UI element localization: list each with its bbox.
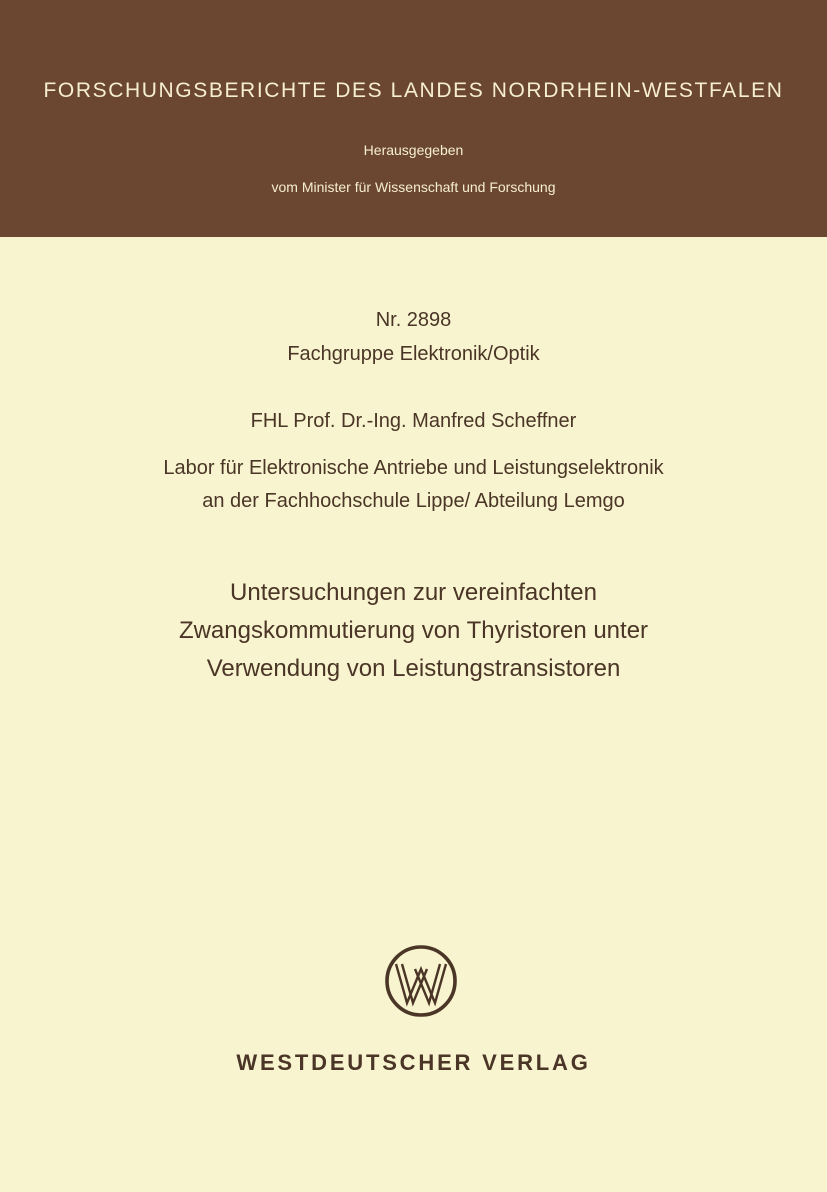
series-title: FORSCHUNGSBERICHTE DES LANDES NORDRHEIN-WESTFALEN <box>43 79 784 102</box>
author-name: FHL Prof. Dr.-Ing. Manfred Scheffner <box>250 410 577 432</box>
ministry-label: vom Minister für Wissenschaft und Forschung <box>271 179 556 195</box>
laboratory-line-2: an der Fachhochschule Lippe/ Abteilung Lemgo <box>202 490 625 512</box>
report-title <box>0 574 827 688</box>
title-line-1: Untersuchungen zur vereinfachten <box>230 579 597 606</box>
subject-group: Fachgruppe Elektronik/Optik <box>287 343 540 365</box>
laboratory-line-1: Labor für Elektronische Antriebe und Leistungselektronik <box>163 457 664 479</box>
report-number: Nr. 2898 <box>375 309 452 331</box>
publisher-name: WESTDEUTSCHER VERLAG <box>236 1050 591 1075</box>
laboratory-affiliation <box>0 452 827 518</box>
editor-label: Herausgegeben <box>363 142 464 158</box>
series-header-band <box>0 0 827 237</box>
title-line-2: Zwangskommutierung von Thyristoren unter <box>178 617 649 644</box>
wv-logo-icon <box>384 944 458 1018</box>
title-line-3: Verwendung von Leistungstransistoren <box>206 655 621 682</box>
